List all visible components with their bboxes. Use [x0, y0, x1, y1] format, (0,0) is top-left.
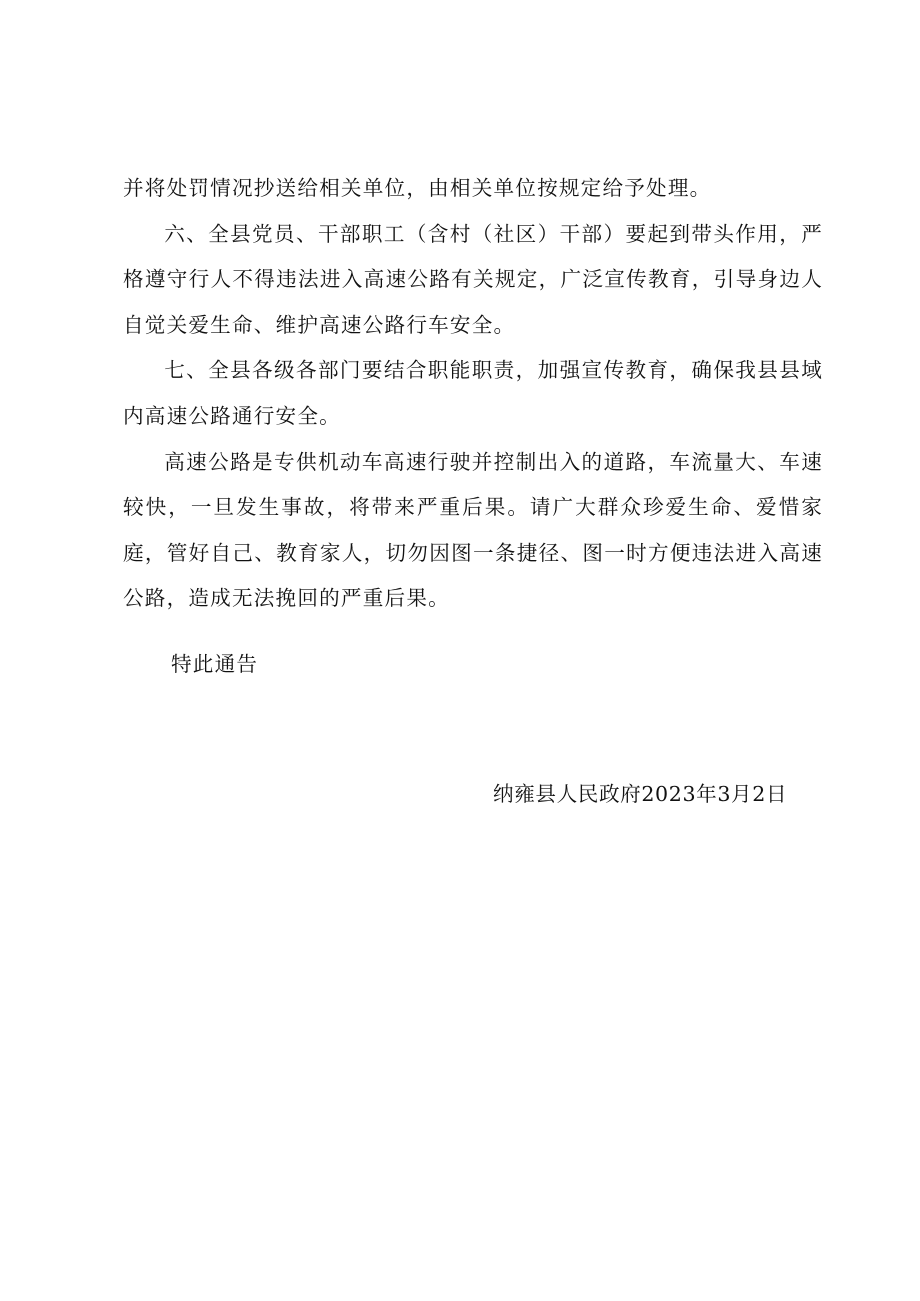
paragraph-conclusion: 高速公路是专供机动车高速行驶并控制出入的道路，车流量大、车速较快，一旦发生事故，将带来严重后果。请广大群众珍爱生命、爱惜家庭，管好自己、教育家人，切勿因图一条捷径、图一时方便违法进入高速公路，造成无法挽回的严重后果。 [123, 449, 823, 611]
paragraph-item-seven: 七、全县各级各部门要结合职能职责，加强宣传教育，确保我县县域内高速公路通行安全。 [123, 358, 823, 428]
paragraph-item-six: 六、全县党员、干部职工（含村（社区）干部）要起到带头作用，严格遵守行人不得违法进入高速公路有关规定，广泛宣传教育，引导身边人自觉关爱生命、维护高速公路行车安全。 [123, 221, 823, 337]
document-body [123, 166, 823, 622]
signature-and-date: 纳雍县人民政府2023年3月2日 [493, 782, 788, 806]
closing-phrase: 特此通告 [171, 652, 259, 676]
paragraph-continuation: 并将处罚情况抄送给相关单位，由相关单位按规定给予处理。 [123, 176, 712, 200]
